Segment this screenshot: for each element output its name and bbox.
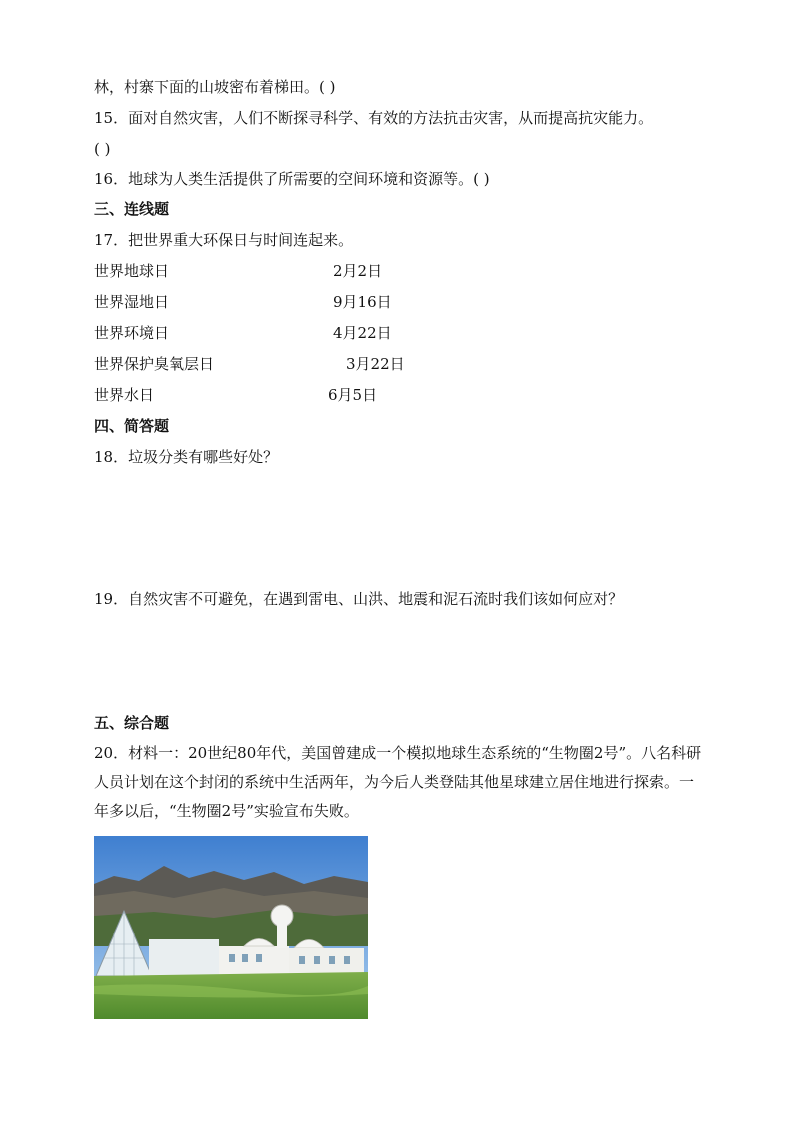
q16-text: 16．地球为人类生活提供了所需要的空间环境和资源等。( ) xyxy=(94,170,490,188)
section-3-heading: 三、连线题 xyxy=(94,200,170,218)
match-left-3: 世界环境日 xyxy=(94,324,170,342)
match-left-2: 世界湿地日 xyxy=(94,293,170,311)
q15-answer-blank: ( ) xyxy=(94,140,111,158)
q14-continuation: 林，村寨下面的山坡密布着梯田。( ) xyxy=(94,78,336,96)
match-right-2: 9月16日 xyxy=(333,293,392,311)
section-5-heading: 五、综合题 xyxy=(94,714,170,732)
match-left-1: 世界地球日 xyxy=(94,262,170,280)
section-4-heading: 四、简答题 xyxy=(94,417,170,435)
q18-text: 18．垃圾分类有哪些好处？ xyxy=(94,448,279,466)
match-right-1: 2月2日 xyxy=(333,262,383,280)
q15-text: 15．面对自然灾害，人们不断探寻科学、有效的方法抗击灾害，从而提高抗灾能力。 xyxy=(94,109,654,127)
match-left-4: 世界保护臭氧层日 xyxy=(94,355,215,373)
biosphere-2-photo xyxy=(94,836,368,1019)
match-right-5: 6月5日 xyxy=(328,386,378,404)
match-left-5: 世界水日 xyxy=(94,386,155,404)
match-right-3: 4月22日 xyxy=(333,324,392,342)
q19-text: 19．自然灾害不可避免，在遇到雷电、山洪、地震和泥石流时我们该如何应对？ xyxy=(94,590,624,608)
q17-text: 17．把世界重大环保日与时间连起来。 xyxy=(94,231,354,249)
q20-material-paragraph: 20．材料一：20世纪80年代，美国曾建成一个模拟地球生态系统的“生物圈2号”。八名科研人员计划在这个封闭的系统中生活两年，为今后人类登陆其他星球建立居住地进行探索。一年多以后，“生物圈2号”实验宣布失败。 xyxy=(94,744,702,820)
match-right-4: 3月22日 xyxy=(346,355,405,373)
